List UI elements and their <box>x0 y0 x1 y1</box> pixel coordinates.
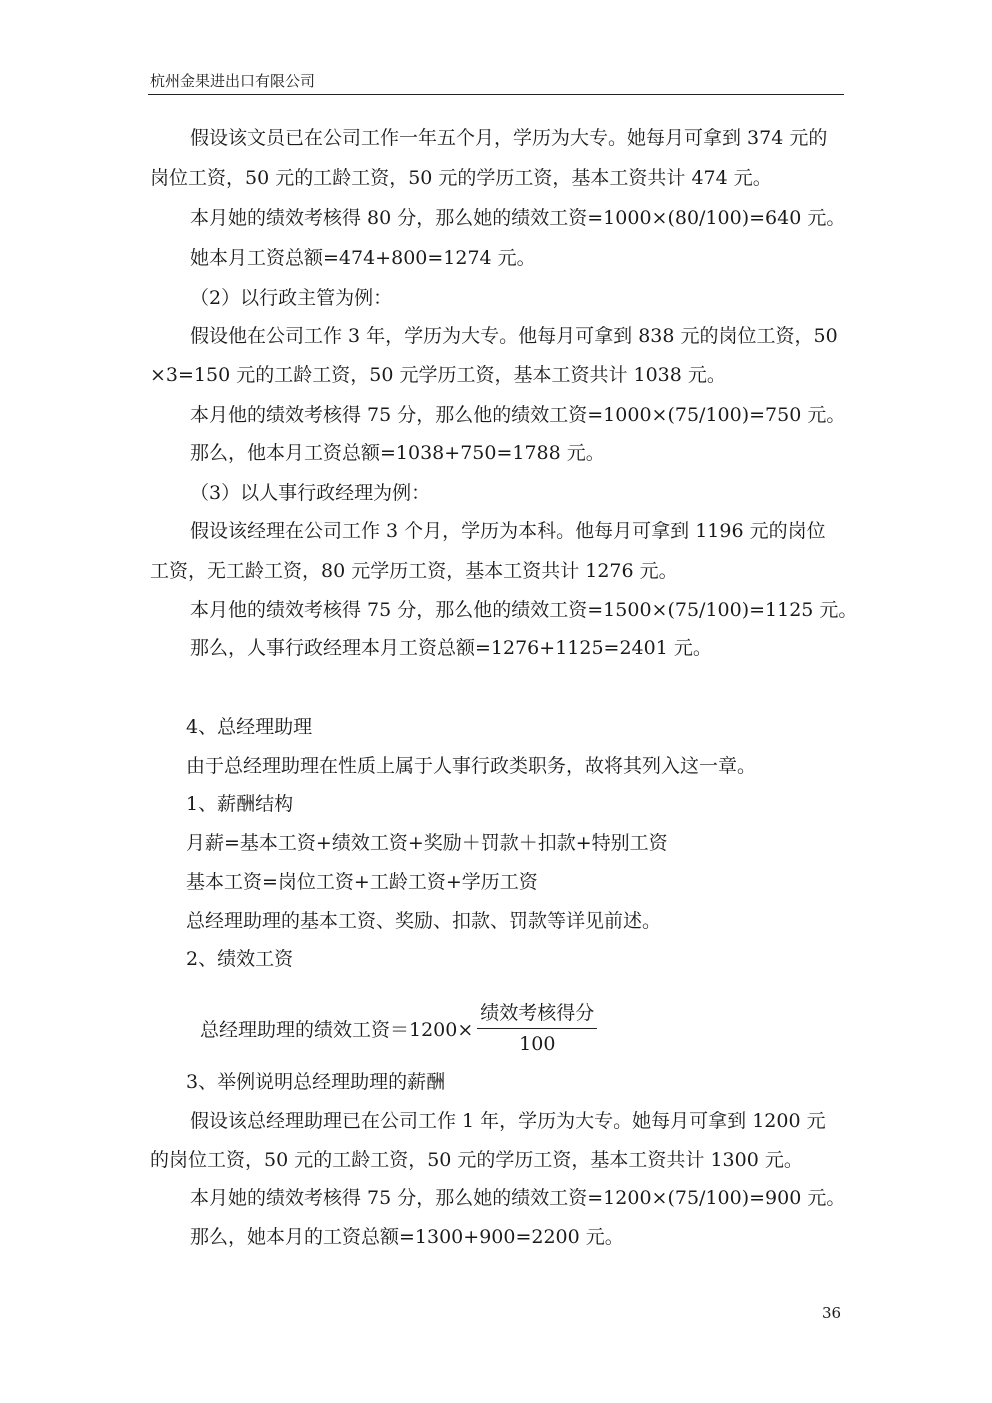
paragraph-line: 假设该文员已在公司工作一年五个月，学历为大专。她每月可拿到 374 元的 <box>190 127 828 149</box>
header-company-name: 杭州金果进出口有限公司 <box>150 72 316 90</box>
paragraph-line: 假设他在公司工作 3 年，学历为大专。他每月可拿到 838 元的岗位工资，50 <box>190 325 838 347</box>
formula-denominator: 100 <box>519 1032 556 1055</box>
header-divider <box>148 94 844 95</box>
paragraph-line: 工资，无工龄工资，80 元学历工资，基本工资共计 1276 元。 <box>150 560 678 582</box>
paragraph-line: 月薪=基本工资+绩效工资+奖励＋罚款＋扣款+特别工资 <box>186 832 668 854</box>
paragraph-line: 本月她的绩效考核得 75 分，那么她的绩效工资=1200×(75/100)=900 元。 <box>190 1187 846 1209</box>
page-number: 36 <box>822 1304 842 1322</box>
subheading-line: 3、举例说明总经理助理的薪酬 <box>186 1071 446 1093</box>
section-heading: 4、总经理助理 <box>186 716 313 738</box>
formula-lhs: 总经理助理的绩效工资＝1200× <box>200 1018 474 1041</box>
subheading-line: （3）以人事行政经理为例： <box>190 482 431 504</box>
paragraph-line: 本月她的绩效考核得 80 分，那么她的绩效工资=1000×(80/100)=640 元。 <box>190 207 846 229</box>
paragraph-line: 岗位工资，50 元的工龄工资，50 元的学历工资，基本工资共计 474 元。 <box>150 167 772 189</box>
paragraph-line: 她本月工资总额=474+800=1274 元。 <box>190 247 536 269</box>
paragraph-line: 的岗位工资，50 元的工龄工资，50 元的学历工资，基本工资共计 1300 元。 <box>150 1149 803 1171</box>
subheading-line: 1、薪酬结构 <box>186 793 294 815</box>
paragraph-line: 那么，他本月工资总额=1038+750=1788 元。 <box>190 442 605 464</box>
subheading-line: 2、绩效工资 <box>186 948 294 970</box>
subheading-line: （2）以行政主管为例： <box>190 287 393 309</box>
paragraph-line: 本月他的绩效考核得 75 分，那么他的绩效工资=1500×(75/100)=1125 元。 <box>190 599 858 621</box>
formula-numerator: 绩效考核得分 <box>477 1001 597 1029</box>
paragraph-line: 假设该总经理助理已在公司工作 1 年，学历为大专。她每月可拿到 1200 元 <box>190 1110 826 1132</box>
paragraph-line: 那么，人事行政经理本月工资总额=1276+1125=2401 元。 <box>190 637 712 659</box>
paragraph-line: 总经理助理的基本工资、奖励、扣款、罚款等详见前述。 <box>186 910 662 932</box>
paragraph-line: 那么，她本月的工资总额=1300+900=2200 元。 <box>190 1226 624 1248</box>
paragraph-line: 本月他的绩效考核得 75 分，那么他的绩效工资=1000×(75/100)=750 元。 <box>190 404 846 426</box>
paragraph-line: ×3=150 元的工龄工资，50 元学历工资，基本工资共计 1038 元。 <box>150 364 726 386</box>
paragraph-line: 基本工资=岗位工资+工龄工资+学历工资 <box>186 871 538 893</box>
paragraph-line: 假设该经理在公司工作 3 个月，学历为本科。他每月可拿到 1196 元的岗位 <box>190 520 826 542</box>
formula-fraction <box>477 1001 597 1056</box>
performance-pay-formula <box>200 998 597 1058</box>
paragraph-line: 由于总经理助理在性质上属于人事行政类职务，故将其列入这一章。 <box>186 755 757 777</box>
